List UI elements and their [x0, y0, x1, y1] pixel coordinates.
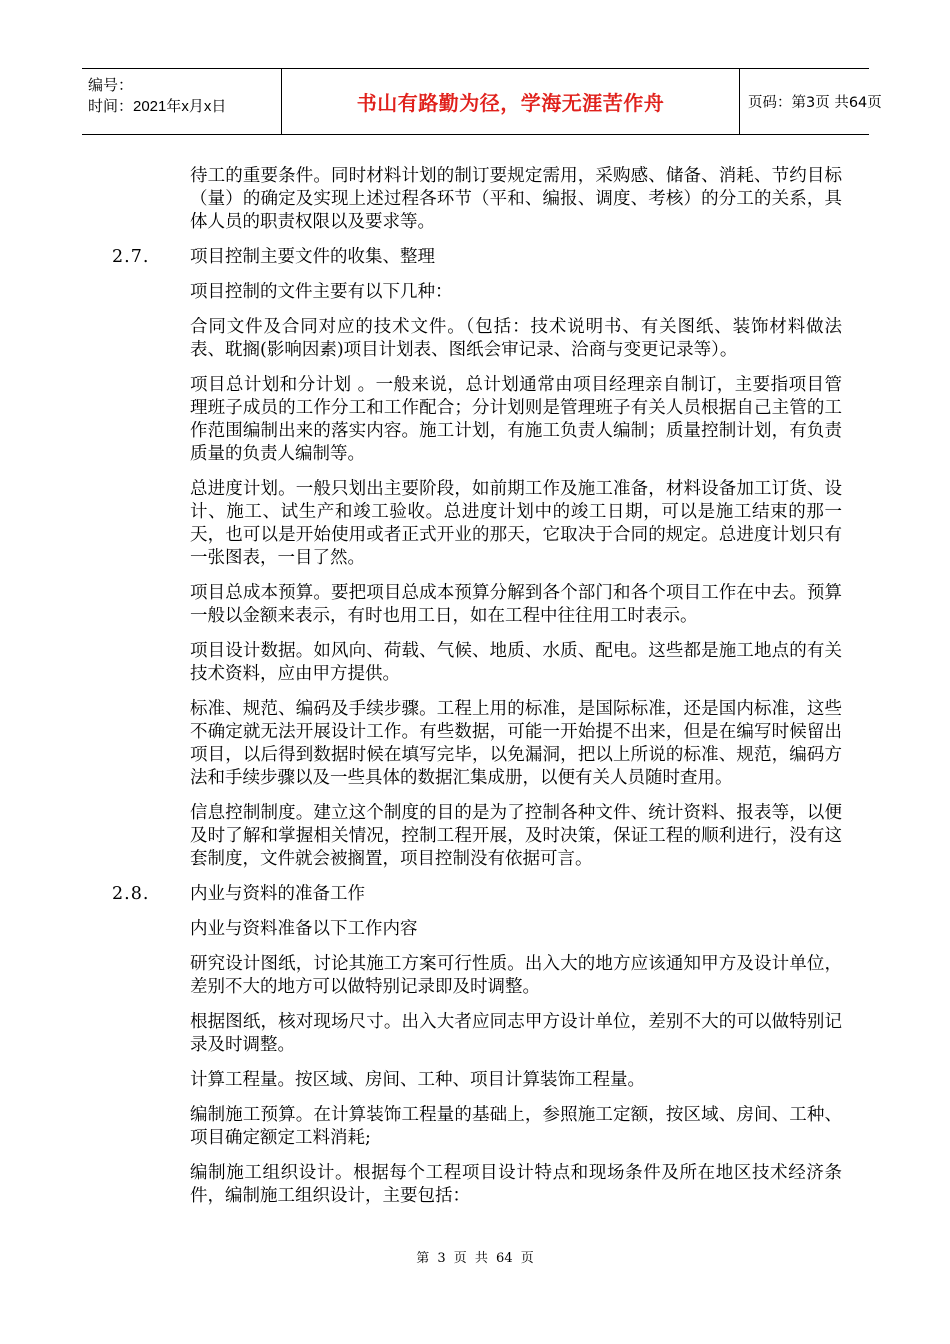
list-item: 编制施工组织设计。根据每个工程项目设计特点和现场条件及所在地区技术经济条件，编制施工组织设计，主要包括：: [190, 1163, 842, 1206]
list-item: 计算工程量。按区域、房间、工种、项目计算装饰工程量。: [190, 1070, 645, 1090]
section-lead: 项目控制的文件主要有以下几种：: [190, 282, 453, 302]
list-item: 标准、规范、编码及手续步骤。工程上用的标准，是国际标准，还是国内标准，这些不确定就无法开展设计工作。有些数据，可能一开始提不出来，但是在编写时候留出项目，以后得到数据时候在填写完毕，以免漏洞，把以上所说的标准、规范，编码方法和手续步骤以及一些具体的数据汇集成册，以便有关人员随时查用。: [190, 699, 842, 788]
section-heading-2-7: [112, 246, 842, 269]
list-item: 项目总成本预算。要把项目总成本预算分解到各个部门和各个项目工作在中去。预算一般以金额来表示，有时也用工日，如在工程中往往用工时表示。: [190, 583, 842, 626]
intro-paragraph: 待工的重要条件。同时材料计划的制订要规定需用，采购感、储备、消耗、节约目标（量）的确定及实现上述过程各环节（平和、编报、调度、考核）的分工的关系，具体人员的职责权限以及要求等。: [190, 166, 842, 232]
list-item: 根据图纸，核对现场尺寸。出入大者应同志甲方设计单位，差别不大的可以做特别记录及时调整。: [190, 1012, 842, 1055]
list-item: 信息控制制度。建立这个制度的目的是为了控制各种文件、统计资料、报表等，以便及时了解和掌握相关情况，控制工程开展，及时决策，保证工程的顺利进行，没有这套制度，文件就会被搁置，项目控制没有依据可言。: [190, 803, 842, 869]
header-page-code: 页码：第3页 共64页: [748, 95, 882, 111]
list-item: 总进度计划。一般只划出主要阶段，如前期工作及施工准备，材料设备加工订货、设计、施工、试生产和竣工验收。总进度计划中的竣工日期，可以是施工结束的那一天，也可以是开始使用或者正式开业的那天，它取决于合同的规定。总进度计划只有一张图表，一目了然。: [190, 479, 842, 568]
document-time-label: 时间：2021年x月x日: [88, 98, 227, 115]
list-item: 研究设计图纸，讨论其施工方案可行性质。出入大的地方应该通知甲方及设计单位，差别不大的地方可以做特别记录即及时调整。: [190, 954, 842, 997]
header-page-cell: [740, 69, 882, 134]
section-title: 内业与资料的准备工作: [190, 884, 365, 904]
list-item: 编制施工预算。在计算装饰工程量的基础上，参照施工定额，按区域、房间、工种、项目确定额定工料消耗;: [190, 1105, 842, 1148]
header-motto-cell: [282, 69, 740, 134]
page-footer: 第 3 页 共 64 页: [416, 1251, 534, 1266]
list-item: 项目总计划和分计划 。一般来说，总计划通常由项目经理亲自制订，主要指项目管理班子成员的工作分工和工作配合；分计划则是管理班子有关人员根据自己主管的工作范围编制出来的落实内容。施工计划，有施工负责人编制；质量控制计划，有负责质量的负责人编制等。: [190, 375, 842, 464]
section-lead: 内业与资料准备以下工作内容: [190, 919, 418, 939]
section-heading-2-8: [112, 883, 842, 906]
page-header: [82, 68, 882, 135]
header-meta-cell: [82, 69, 282, 134]
header-motto: 书山有路勤为径，学海无涯苦作舟: [356, 91, 665, 115]
document-number-label: 编号：: [88, 77, 134, 94]
section-number: 2.8.: [112, 884, 150, 904]
list-item: 合同文件及合同对应的技术文件。（包括：技术说明书、有关图纸、装饰材料做法表、耽搁(影响因素)项目计划表、图纸会审记录、洽商与变更记录等）。: [190, 317, 842, 360]
document-body: [112, 165, 842, 1220]
list-item: 项目设计数据。如风向、荷载、气候、地质、水质、配电。这些都是施工地点的有关技术资料，应由甲方提供。: [190, 641, 842, 684]
section-number: 2.7.: [112, 247, 150, 267]
section-title: 项目控制主要文件的收集、整理: [190, 247, 435, 267]
